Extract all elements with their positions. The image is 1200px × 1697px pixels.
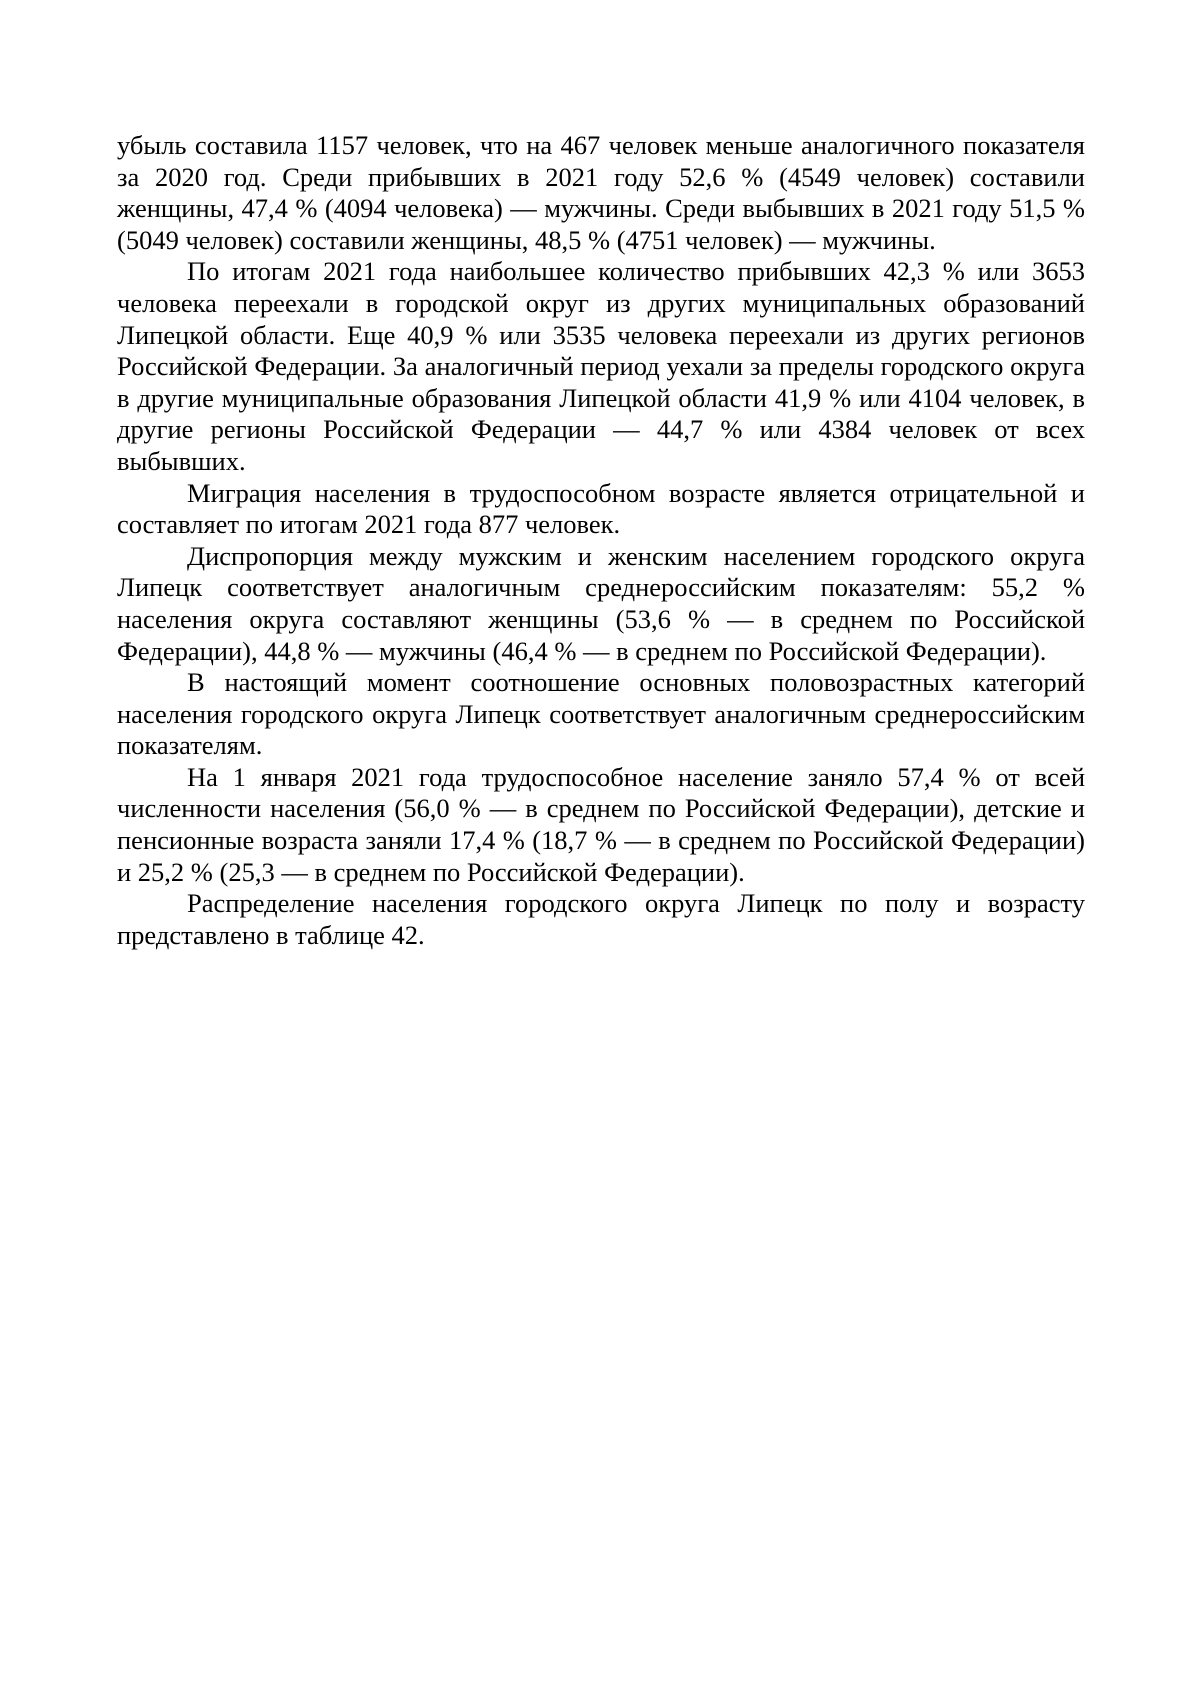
paragraph-gender-disproportion: Диспропорция между мужским и женским населением городского округа Липецк соответствует аналогичным среднероссийским показателям: 55,2 % населения округа составляют женщины (53,6 % — в среднем по Российской Федерации), 44,8 % — мужчины (46,4 % — в среднем по Российской Федерации). [117,540,1085,666]
paragraph-migration-loss: убыль составила 1157 человек, что на 467 человек меньше аналогичного показателя за 2020 год. Среди прибывших в 2021 году 52,6 % (4549 человек) составили женщины, 47,4 % (4094 человека) — мужчины. Среди выбывших в 2021 году 51,5 % (5049 человек) составили женщины, 48,5 % (4751 человек) — мужчины. [117,130,1085,255]
document-body [117,130,1085,951]
paragraph-table-reference: Распределение населения городского округа Липецк по полу и возрасту представлено в таблице 42. [117,888,1085,950]
paragraph-working-age-migration: Миграция населения в трудоспособном возрасте является отрицательной и составляет по итогам 2021 года 877 человек. [117,477,1085,540]
paragraph-working-age-share: На 1 января 2021 года трудоспособное население заняло 57,4 % от всей численности населения (56,0 % — в среднем по Российской Федерации), детские и пенсионные возраста заняли 17,4 % (18,7 % — в среднем по Российской Федерации) и 25,2 % (25,3 — в среднем по Российской Федерации). [117,761,1085,887]
paragraph-age-sex-categories: В настоящий момент соотношение основных половозрастных категорий населения городского округа Липецк соответствует аналогичным среднероссийским показателям. [117,667,1085,761]
paragraph-arrivals-origin: По итогам 2021 года наибольшее количество прибывших 42,3 % или 3653 человека переехали в городской округ из других муниципальных образований Липецкой области. Еще 40,9 % или 3535 человека переехали из других регионов Российской Федерации. За аналогичный период уехали за пределы городского округа в другие муниципальные образования Липецкой области 41,9 % или 4104 человек, в другие регионы Российской Федерации — 44,7 % или 4384 человек от всех выбывших. [117,256,1085,476]
